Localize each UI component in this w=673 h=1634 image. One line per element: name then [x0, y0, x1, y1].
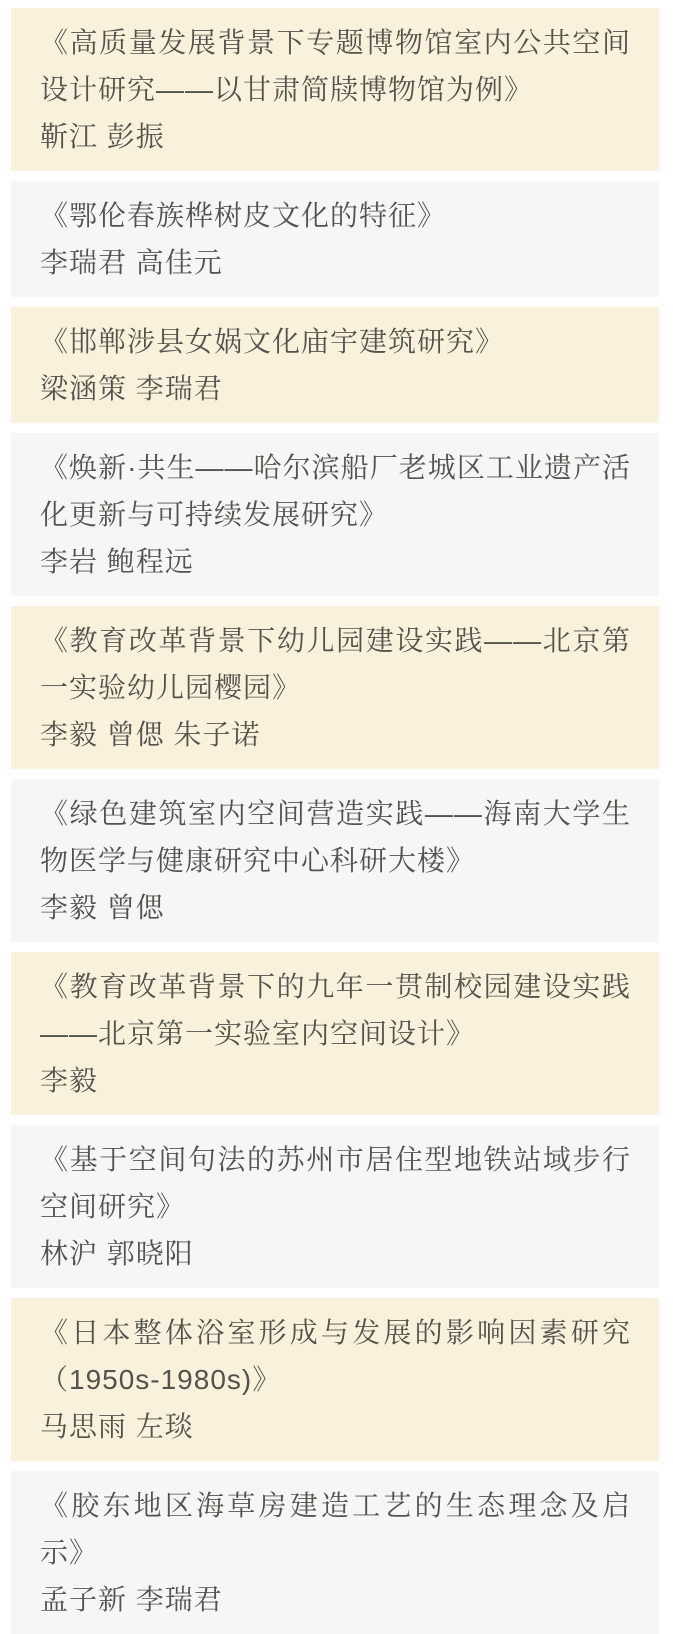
list-item [11, 181, 659, 297]
paper-title: 《教育改革背景下的九年一贯制校园建设实践——北京第一实验室内空间设计》 [40, 971, 631, 1049]
paper-authors: 孟子新 李瑞君 [40, 1584, 223, 1615]
paper-title: 《日本整体浴室形成与发展的影响因素研究（1950s-1980s)》 [40, 1317, 631, 1395]
paper-title: 《鄂伦春族桦树皮文化的特征》 [40, 200, 447, 231]
list-item [11, 606, 659, 769]
paper-title: 《高质量发展背景下专题博物馆室内公共空间设计研究——以甘肃简牍博物馆为例》 [40, 27, 631, 105]
paper-title: 《教育改革背景下幼儿园建设实践——北京第一实验幼儿园樱园》 [40, 625, 631, 703]
paper-title: 《绿色建筑室内空间营造实践——海南大学生物医学与健康研究中心科研大楼》 [40, 798, 631, 876]
paper-authors: 李毅 曾偲 朱子诺 [40, 719, 261, 750]
list-item [11, 779, 659, 942]
list-item [11, 8, 659, 171]
paper-authors: 李毅 曾偲 [40, 892, 165, 923]
paper-authors: 李瑞君 高佳元 [40, 247, 223, 278]
paper-title: 《胶东地区海草房建造工艺的生态理念及启示》 [40, 1490, 631, 1568]
paper-authors: 梁涵策 李瑞君 [40, 373, 223, 404]
paper-authors: 林沪 郭晓阳 [40, 1238, 194, 1269]
paper-authors: 李毅 [40, 1065, 99, 1096]
paper-title: 《焕新·共生——哈尔滨船厂老城区工业遗产活化更新与可持续发展研究》 [40, 452, 631, 530]
paper-authors: 马思雨 左琰 [40, 1411, 194, 1442]
paper-list [11, 8, 659, 1634]
paper-title: 《基于空间句法的苏州市居住型地铁站域步行空间研究》 [40, 1144, 631, 1222]
list-item [11, 1471, 659, 1634]
paper-authors: 李岩 鲍程远 [40, 546, 194, 577]
list-item [11, 307, 659, 423]
list-item [11, 1298, 659, 1461]
list-item [11, 1125, 659, 1288]
paper-authors: 靳江 彭振 [40, 121, 165, 152]
paper-title: 《邯郸涉县女娲文化庙宇建筑研究》 [40, 326, 505, 357]
list-item [11, 433, 659, 596]
list-item [11, 952, 659, 1115]
